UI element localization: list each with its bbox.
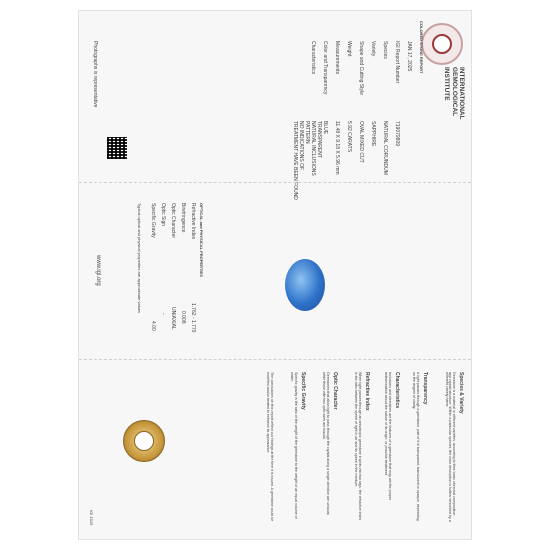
field-value-measurements: 11.48 X 9.18 X 5.96 mm	[334, 121, 340, 175]
field-label-weight: Weight	[346, 41, 352, 57]
report-sheet	[78, 10, 472, 540]
qr-code	[107, 137, 127, 159]
igi-logo	[421, 23, 463, 65]
gemstone-photo	[285, 259, 325, 311]
website: www.igi.org	[95, 255, 101, 286]
report-date: JAN 17, 2025	[406, 41, 412, 72]
field-label-shape: Shape and Cutting Style	[358, 41, 364, 95]
field-value-shape: OVAL MIXED CUT	[358, 121, 364, 163]
top-panel	[79, 11, 471, 200]
field-value-report-number: 719079809	[394, 121, 400, 147]
section-text-transparency: A light passes through a gemstone, part of it in transparent, translucent or opaque, depending on the degree of clarity.	[412, 372, 420, 521]
prop-value-optic-sign: -	[160, 313, 166, 315]
section-title-ri: Refractive Index	[364, 372, 370, 411]
field-value-characteristics-3: NO INDICATIONS OF	[298, 121, 304, 171]
section-title-characteristics: Characteristics	[394, 372, 400, 409]
prop-label-sg: Specific Gravity	[150, 203, 156, 238]
section-text-species: Gemstone is a material in different varieties, according to their basic chemical composition and crystal structure. Within a particular species, the color description is further described by a different variety name.	[444, 372, 456, 522]
field-value-characteristics-4: TREATMENT HAVE BEEN FOUND	[292, 121, 298, 200]
field-value-weight: 5.92 CARATS	[346, 121, 352, 153]
prop-label-optic-sign: Optic Sign	[160, 203, 166, 227]
disclaimer: The conclusions on this report reflect our findings at the time it is issued. A gemstone could be modified and/or treated to enhance its appearance.	[266, 372, 274, 522]
section-text-sg: Specific gravity is the ratio of the weight of the gemstone to the weight of an equal volume of water.	[290, 372, 298, 519]
section-text-characteristics: Inclusions and blemishes are the features of a gemstone that may aid the proper determination about the nature of its origin, or possible treatment.	[384, 372, 392, 501]
section-title-sg: Specific Gravity	[300, 372, 306, 410]
prop-label-optic-char: Optic Character	[170, 203, 176, 239]
field-label-characteristics: Characteristics	[310, 41, 316, 75]
igi-seal-badge	[123, 420, 165, 462]
prop-label-bire: Birefringence	[180, 203, 186, 233]
bottom-panel	[79, 360, 471, 540]
properties-note: Typical optical and physical properties are approximate values	[137, 203, 142, 314]
field-label-color: Color and Transparency	[322, 41, 328, 95]
field-value-variety: SAPPHIRE	[370, 121, 376, 147]
field-label-variety: Variety	[370, 41, 376, 57]
prop-value-ri: 1.762 - 1.770	[190, 303, 196, 333]
prop-label-ri: Refractive Index	[190, 203, 196, 240]
report-type: COLORED STONE REPORT	[419, 21, 424, 74]
section-title-optic: Optic Character	[332, 372, 338, 410]
prop-value-optic-char: UNIAXIAL	[170, 307, 176, 330]
prop-value-sg: 4.00	[150, 321, 156, 331]
field-label-species: Species	[382, 41, 388, 59]
field-value-characteristics-1: NATURAL INCLUSIONS	[310, 121, 316, 176]
section-title-species: Species & Variety	[458, 372, 464, 414]
section-text-optic: Gemstones that allow light to pass through the crystal along a single direction are uniaxial, while those with two optic axes are biaxial.	[322, 372, 330, 516]
field-value-species: NATURAL CORUNDUM	[382, 121, 388, 175]
field-value-transparency: TRANSPARENT	[316, 121, 322, 158]
section-title-transparency: Transparency	[422, 372, 428, 405]
middle-panel	[79, 183, 471, 358]
section-text-ri: When light passes through an anisotropic gemstone it splits into two rays; the refractive index is the ratio between the speed of light in air and its speed in the medium.	[354, 372, 362, 521]
properties-header: OPTICAL and PHYSICAL PROPERTIES	[199, 203, 204, 277]
prop-value-bire: 0.008	[180, 311, 186, 324]
field-label-report-number: IGI Report Number	[394, 41, 400, 84]
footer-code: IGI 1925	[89, 510, 94, 526]
field-label-measurements: Measurements	[334, 41, 340, 75]
photo-caption: Photographs is representative	[92, 41, 98, 108]
field-value-characteristics-2: PATTERN	[304, 121, 310, 144]
field-value-color: BLUE	[322, 121, 328, 135]
org-name: INTERNATIONAL GEMOLOGICAL INSTITUTE	[443, 67, 465, 120]
